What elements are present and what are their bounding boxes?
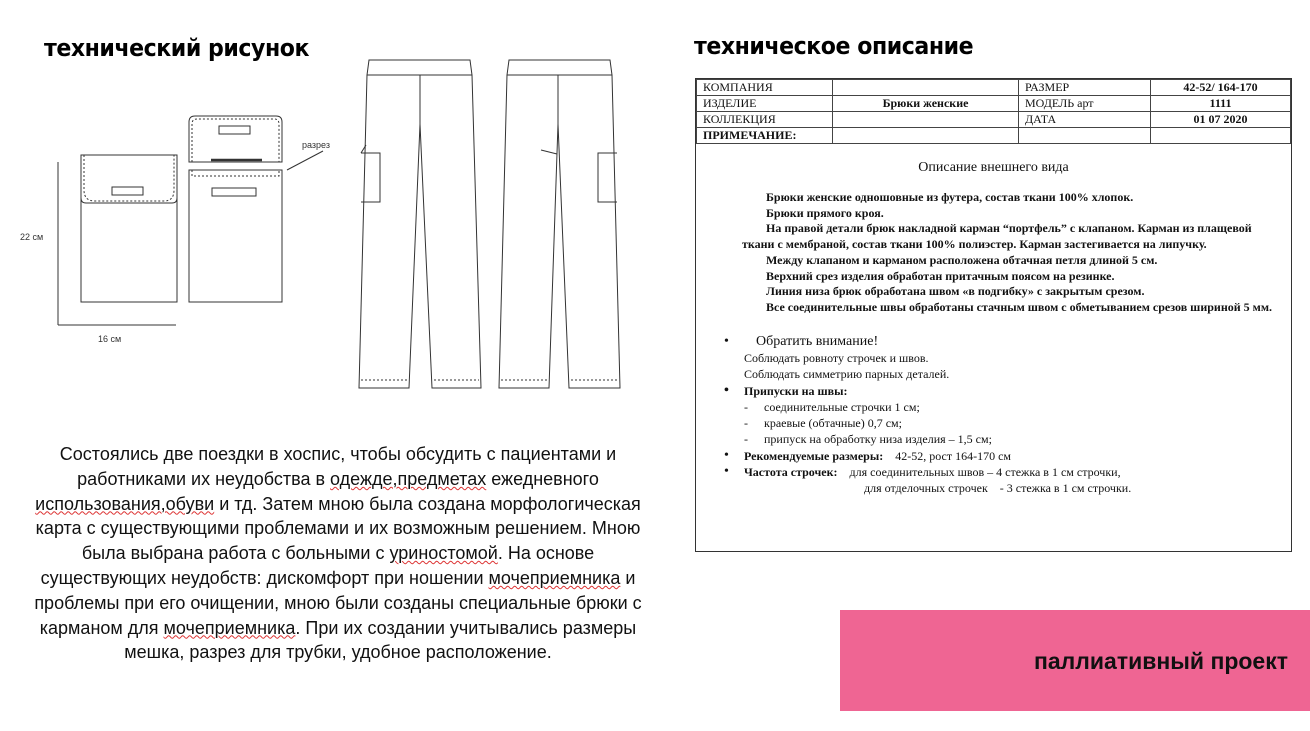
para-underlined: уриностомой <box>389 543 498 564</box>
description-line: Верхний срез изделия обработан притачным поясом на резинке. <box>766 268 1115 283</box>
attention-line: Соблюдать ровноту строчек и швов. <box>744 350 929 365</box>
sheet-header-table <box>696 79 1291 144</box>
para-part: Состоялись две поездки в хоспис, чтобы обсудить с пациентами и работниками их неудобства в <box>59 444 617 489</box>
cut-label: разрез <box>302 140 330 150</box>
para-part: . При их создании учитывались размеры мешка, разрез для трубки, удобное расположение. <box>124 617 637 663</box>
cell-value: 01 07 2020 <box>1151 112 1291 128</box>
sizes-label: Рекомендуемые размеры: <box>744 448 884 463</box>
allowance-item: - припуск на обработку низа изделия – 1,5 см; <box>724 431 1291 447</box>
cell-label: ДАТА <box>1019 112 1151 128</box>
cell-value <box>833 112 1019 128</box>
dimension-lines <box>58 162 176 325</box>
allowances-heading: • Припуски на швы: <box>724 383 1291 399</box>
heading-technical-drawing: технический рисунок <box>44 34 310 62</box>
cell-label: КОЛЛЕКЦИЯ <box>697 112 833 128</box>
trousers-front-drawing <box>359 60 481 388</box>
cell-label: ИЗДЕЛИЕ <box>697 96 833 112</box>
description-line: Брюки женские одношовные из футера, состав ткани 100% хлопок. <box>766 190 1134 204</box>
attention-heading: • Обратить внимание! <box>724 334 1291 350</box>
allowance-item: - соединительные строчки 1 см; <box>724 399 1291 415</box>
project-badge-label: паллиативный проект <box>1034 648 1288 674</box>
cell-value <box>833 80 1019 96</box>
cell-empty <box>1019 128 1151 144</box>
para-underlined: мочеприемника <box>488 567 621 588</box>
para-underlined: одежде,предметах <box>330 468 487 489</box>
para-part: и проблемы при его очищении, мною были созданы специальные брюки с карманом для <box>34 567 642 638</box>
table-row <box>697 112 1291 128</box>
cell-empty <box>833 128 1019 144</box>
stitch-value-1: для соединительных швов – 4 стежка в 1 см строчки, <box>849 465 1121 479</box>
attention-line: Соблюдать симметрию парных деталей. <box>744 367 950 382</box>
tech-sheet <box>695 78 1292 552</box>
para-part: ежедневного <box>486 468 599 489</box>
heading-technical-description: техническое описание <box>694 32 974 60</box>
cell-empty <box>1151 128 1291 144</box>
para-underlined: использования,обуви <box>35 493 215 514</box>
cell-value: 42-52/ 164-170 <box>1151 80 1291 96</box>
note-label: ПРИМЕЧАНИЕ: <box>697 128 833 144</box>
stitch-label: Частота строчек: <box>744 465 838 479</box>
stitch-value-2: для отделочных строчек - 3 стежка в 1 см строчки. <box>864 481 1132 496</box>
pocket-front-drawing <box>81 155 177 302</box>
para-underlined: мочеприемника <box>163 617 296 638</box>
description-body <box>696 190 1291 316</box>
cell-label: МОДЕЛЬ арт <box>1019 96 1151 112</box>
cell-value: Брюки женские <box>833 96 1019 112</box>
table-row <box>697 96 1291 112</box>
technical-sketch <box>0 50 680 410</box>
trousers-back-drawing <box>499 60 620 388</box>
allowance-item: - краевые (обтачные) 0,7 см; <box>724 415 1291 431</box>
table-row <box>697 80 1291 96</box>
description-line: На правой детали брюк накладной карман “портфель” с клапаном. Карман из плащевой ткани с мембраной, состав ткани 100% полиэстер. Карман застегивается на липучку. <box>742 221 1252 252</box>
project-badge <box>840 610 1310 711</box>
notes-section <box>696 334 1291 497</box>
description-line: Все соединительные швы обработаны стачным швом с обметыванием срезов шириной 5 мм. <box>766 299 1272 314</box>
height-label: 22 см <box>20 232 44 242</box>
cell-value: 1111 <box>1151 96 1291 112</box>
project-description <box>18 442 658 665</box>
table-row <box>697 128 1291 144</box>
width-label: 16 см <box>98 334 122 344</box>
para-part: . На основе существующих неудобств: дискомфорт при ношении <box>40 543 595 588</box>
description-line: Линия низа брюк обработана швом «в подгибку» с закрытым срезом. <box>766 284 1145 299</box>
description-title: Описание внешнего вида <box>918 160 1069 175</box>
sizes-line <box>724 448 1291 464</box>
cell-label: КОМПАНИЯ <box>697 80 833 96</box>
description-line: Между клапаном и карманом расположена обтачная петля длиной 5 см. <box>766 252 1158 267</box>
cell-label: РАЗМЕР <box>1019 80 1151 96</box>
stitch-line <box>724 464 1291 480</box>
sizes-value: 42-52, рост 164-170 см <box>895 448 1011 463</box>
para-part: и тд. Затем мною была создана морфологическая карта с существующими проблемами и их возможным решением. Мною была выбрана работа с больными с <box>35 493 641 564</box>
description-line: Брюки прямого кроя. <box>766 205 884 220</box>
